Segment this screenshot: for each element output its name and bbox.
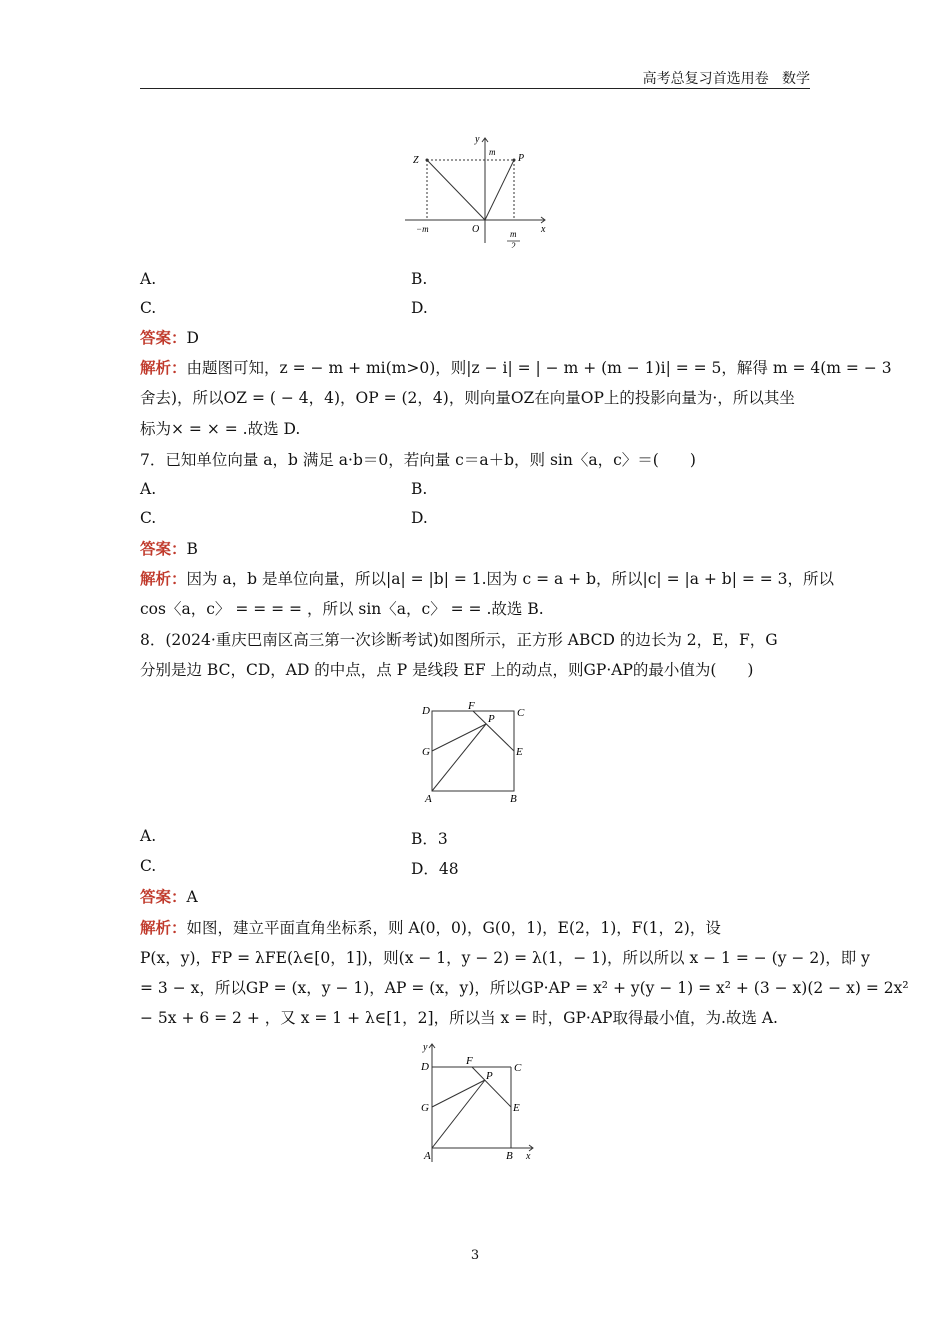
fig1-label-m: m	[489, 147, 496, 157]
figure-square-axes	[415, 1040, 537, 1165]
fig1-label-z: Z	[413, 155, 419, 166]
q8-analysis-line-3: = 3 − x，所以GP = (x，y − 1)，AP = (x，y)，所以GP·AP = x² + y(y − 1) = x² + (3 − x)(2 − x) = 2x²	[140, 979, 909, 997]
q6-answer	[140, 328, 810, 348]
fig3-label-b: B	[506, 1150, 513, 1162]
fig1-label-neg-m: −m	[416, 224, 429, 234]
q7-answer-label: 答案：	[140, 539, 187, 558]
q6-analysis-line-3: 标为× = × = .故选 D.	[140, 420, 301, 438]
q6-option-c: C.	[140, 299, 157, 317]
q8-answer-label: 答案：	[140, 887, 187, 906]
q6-analysis-line-2: 舍去)，所以OZ = ( − 4，4)，OP = (2，4)，则向量OZ在向量OP上的投影向量为·，所以其坐	[140, 389, 795, 407]
fig3-label-p: P	[486, 1070, 493, 1082]
header-subject: 数学	[782, 71, 810, 87]
q7-analysis-line-1: 解析：因为 a，b 是单位向量，所以|a| = |b| = 1.因为 c = a + b，所以|c| = |a + b| = = 3，所以	[140, 569, 835, 588]
q8-analysis-line-1: 解析：如图，建立平面直角坐标系，则 A(0，0)，G(0，1)，E(2，1)，F(1，2)，设	[140, 918, 721, 937]
fig2-label-f: F	[468, 700, 475, 712]
fig3-label-f: F	[466, 1055, 473, 1067]
q6-analysis-line-1: 解析：由题图可知，z = − m + mi(m>0)，则|z − i| = | − m + (m − 1)i| = = 5，解得 m = 4(m = − 3	[140, 358, 892, 377]
fig3-label-x: x	[526, 1151, 531, 1162]
q7-option-b: B.	[411, 480, 428, 498]
figure-complex-plane	[400, 128, 552, 248]
page-number: 3	[470, 1248, 480, 1263]
page-header	[140, 68, 810, 89]
q8-option-d: D．48	[411, 860, 459, 878]
fig3-label-e: E	[513, 1102, 520, 1114]
q7-option-c: C.	[140, 509, 157, 527]
q8-option-c: C.	[140, 857, 157, 875]
q8-analysis-line-2: P(x，y)，FP = λFE(λ∈[0，1])，则(x − 1，y − 2) = λ(1，− 1)，所以所以 x − 1 = − (y − 2)，即 y	[140, 949, 870, 967]
fig2-label-g: G	[422, 746, 430, 758]
fig1-label-m-num: m	[510, 229, 517, 239]
q6-option-b: B.	[411, 270, 428, 288]
q8-analysis-line-4: − 5x + 6 = 2 + ，又 x = 1 + λ∈[1，2]，所以当 x = 时，GP·AP取得最小值，为.故选 A.	[140, 1009, 778, 1027]
q8-stem-line-1: 8．(2024·重庆巴南区高三第一次诊断考试)如图所示，正方形 ABCD 的边长为 2，E，F，G	[140, 631, 778, 649]
q6-answer-value: D	[186, 329, 199, 347]
fig3-label-c: C	[514, 1062, 522, 1074]
fig2-label-p: P	[488, 713, 495, 725]
q6-option-a: A.	[140, 270, 157, 288]
fig1-label-o: O	[472, 224, 480, 235]
fig1-label-y: y	[475, 134, 480, 145]
q8-option-a: A.	[140, 827, 157, 845]
q7-analysis-label: 解析：	[140, 569, 187, 588]
header-title: 高考总复习首选用卷	[642, 71, 769, 87]
fig2-label-c: C	[517, 707, 525, 719]
fig1-label-x: x	[541, 224, 546, 235]
q7-stem: 7．已知单位向量 a，b 满足 a·b＝0，若向量 c＝a＋b，则 sin〈a，c〉＝( )	[140, 451, 696, 469]
q7-option-d: D.	[411, 509, 428, 527]
fig3-label-a: A	[424, 1150, 431, 1162]
q6-analysis-label: 解析：	[140, 358, 187, 377]
fig2-label-d: D	[422, 705, 430, 717]
q8-stem-line-2: 分别是边 BC，CD，AD 的中点，点 P 是线段 EF 上的动点，则GP·AP的最小值为( )	[140, 661, 754, 679]
fig3-label-g: G	[421, 1102, 429, 1114]
q6-answer-label: 答案：	[140, 328, 187, 347]
q7-answer-value: B	[186, 540, 198, 558]
fig3-label-d: D	[421, 1061, 429, 1073]
fig1-label-two: 2	[511, 241, 516, 248]
q7-option-a: A.	[140, 480, 157, 498]
q7-analysis-line-2: cos〈a，c〉 = = = = ，所以 sin〈a，c〉 = = .故选 B.	[140, 600, 544, 618]
fig2-label-e: E	[516, 746, 523, 758]
fig2-label-a: A	[425, 793, 432, 805]
fig3-label-y: y	[423, 1042, 428, 1053]
q8-option-b: B．3	[411, 830, 448, 848]
q8-answer-value: A	[186, 888, 198, 906]
figure-square	[418, 700, 530, 808]
q8-answer	[140, 887, 810, 907]
fig2-label-b: B	[510, 793, 517, 805]
q8-analysis-label: 解析：	[140, 918, 187, 937]
q7-answer	[140, 539, 810, 559]
q6-option-d: D.	[411, 299, 428, 317]
fig1-label-p: P	[518, 153, 525, 164]
